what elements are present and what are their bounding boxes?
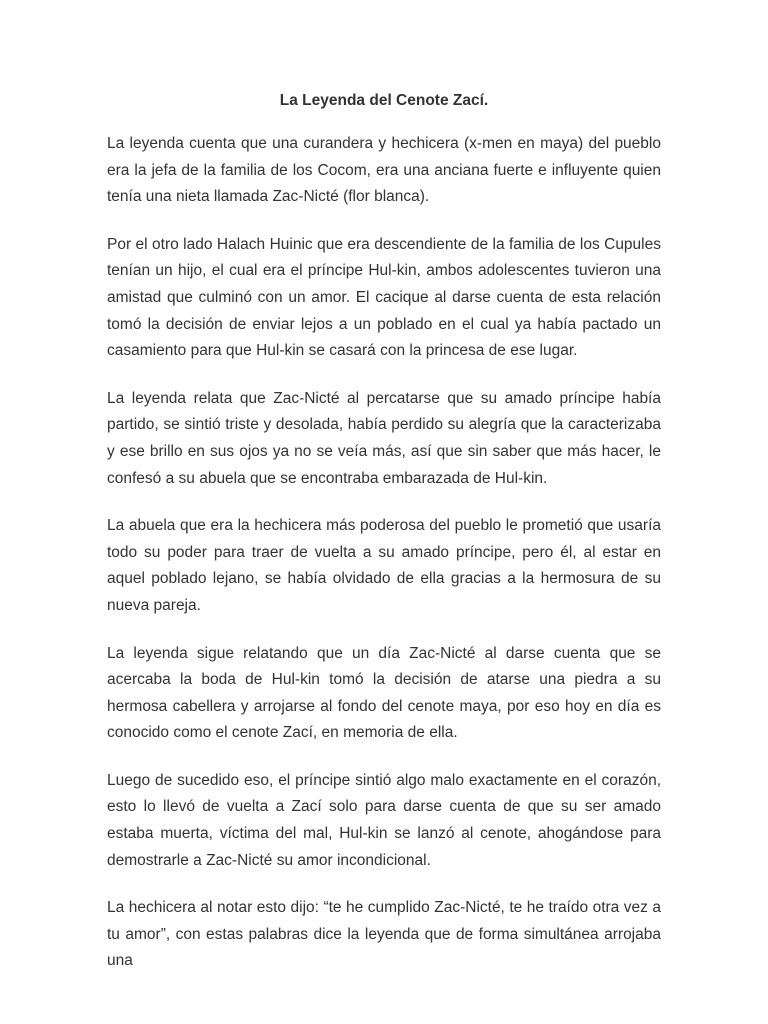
- paragraph-1: La leyenda cuenta que una curandera y hechicera (x-men en maya) del pueblo era la jefa de la familia de los Cocom, era una anciana fuerte e influyente quien tenía una nieta llamada Zac-Nicté (flor blanca).: [107, 135, 661, 206]
- document-title: La Leyenda del Cenote Zací.: [279, 92, 489, 109]
- paragraph-2: Por el otro lado Halach Huinic que era descendiente de la familia de los Cupules tenían un hijo, el cual era el príncipe Hul-kin, ambos adolescentes tuvieron una amistad que culminó con un amor. El cacique al darse cuenta de esta relación tomó la decisión de enviar lejos a un poblado en el cual ya había pactado un casamiento para que Hul-kin se casará con la princesa de ese lugar.: [107, 235, 661, 360]
- paragraph-6: Luego de sucedido eso, el príncipe sintió algo malo exactamente en el corazón, esto lo llevó de vuelta a Zací solo para darse cuenta de que su ser amado estaba muerta, víctima del mal, Hul-kin se lanzó al cenote, ahogándose para demostrarle a Zac-Nicté su amor incondicional.: [107, 771, 661, 869]
- document-body: [107, 131, 661, 996]
- paragraph-7: La hechicera al notar esto dijo: “te he cumplido Zac-Nicté, te he traído otra vez a tu amor”, con estas palabras dice la leyenda que de forma simultánea arrojaba una: [107, 899, 661, 970]
- paragraph-5: La leyenda sigue relatando que un día Zac-Nicté al darse cuenta que se acercaba la boda de Hul-kin tomó la decisión de atarse una piedra a su hermosa cabellera y arrojarse al fondo del cenote maya, por eso hoy en día es conocido como el cenote Zací, en memoria de ella.: [107, 644, 661, 742]
- paragraph-3: La leyenda relata que Zac-Nicté al percatarse que su amado príncipe había partido, se sintió triste y desolada, había perdido su alegría que la caracterizaba y ese brillo en sus ojos ya no se veía más, así que sin saber que más hacer, le confesó a su abuela que se encontraba embarazada de Hul-kin.: [107, 389, 661, 487]
- paragraph-4: La abuela que era la hechicera más poderosa del pueblo le prometió que usaría todo su poder para traer de vuelta a su amado príncipe, pero él, al estar en aquel poblado lejano, se había olvidado de ella gracias a la hermosura de su nueva pareja.: [107, 517, 661, 614]
